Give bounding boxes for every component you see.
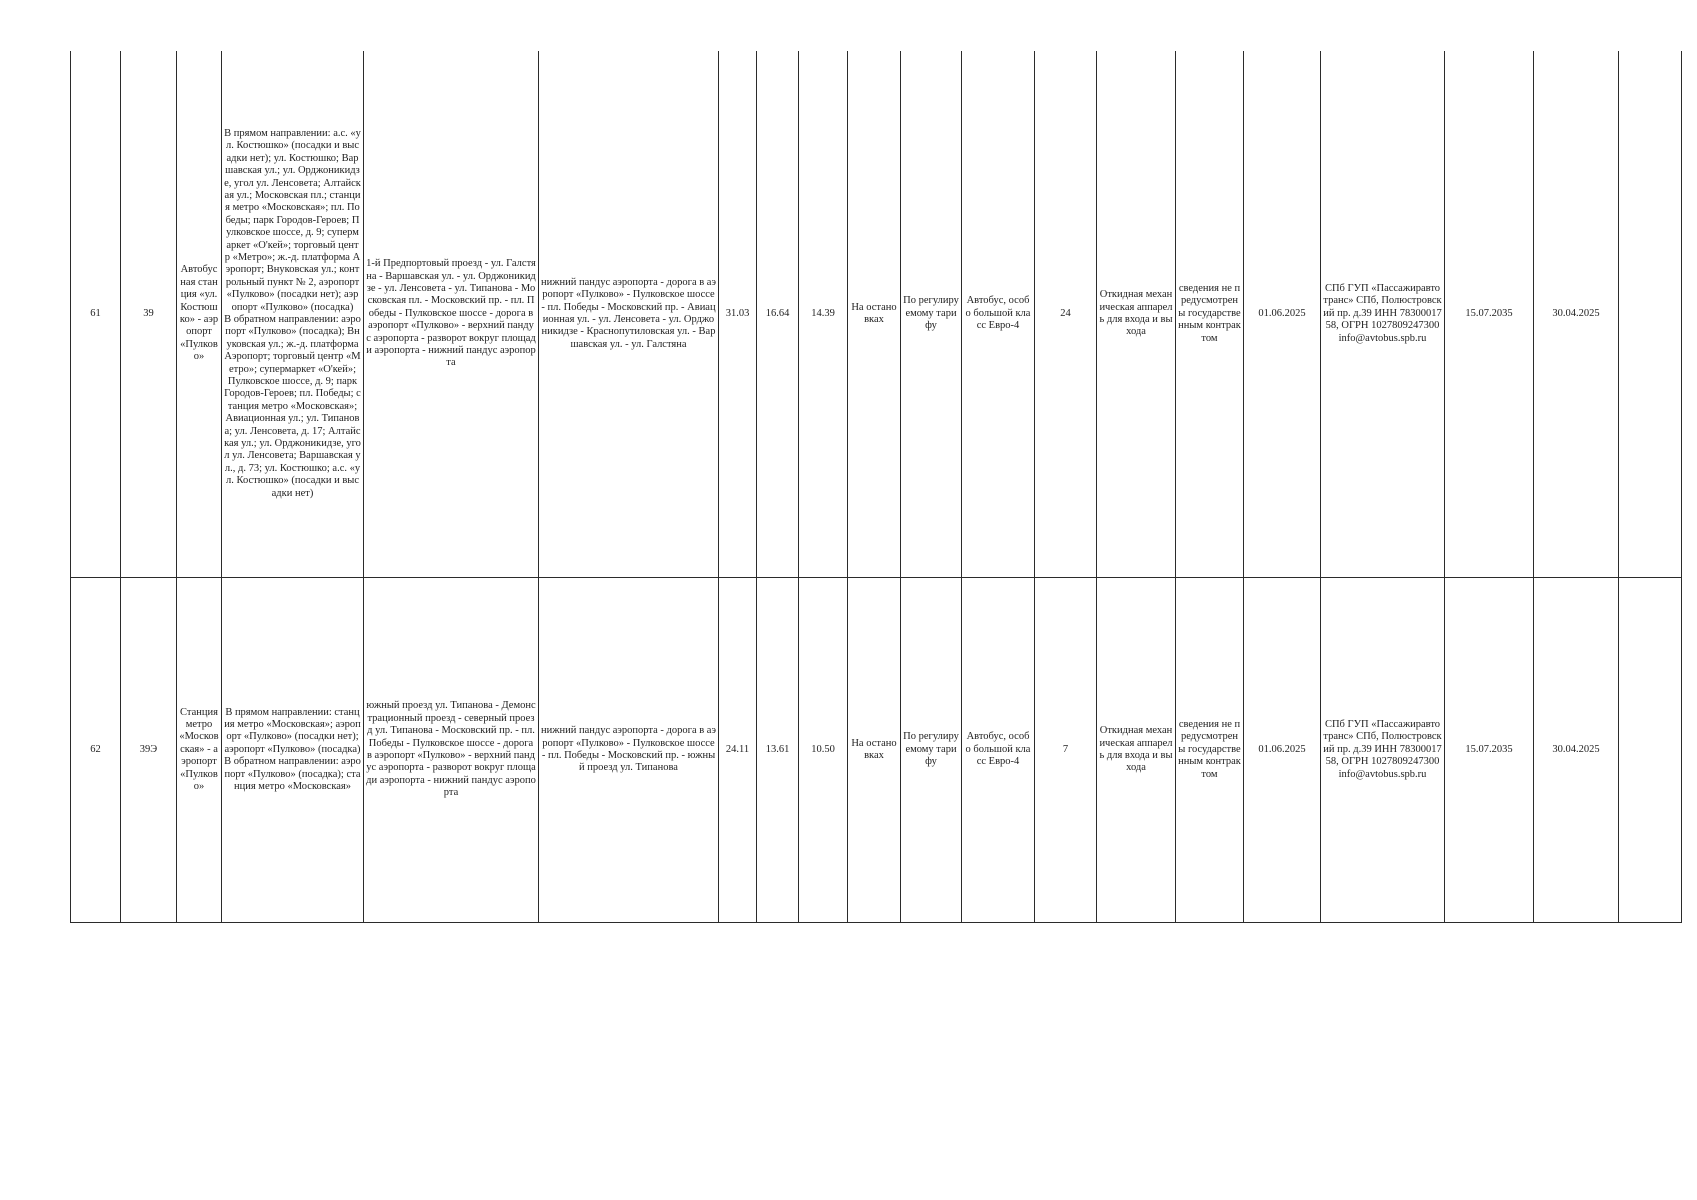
extra-cell [1619,578,1682,923]
stop-order: На остановках [848,51,901,578]
start-date: 01.06.2025 [1244,51,1321,578]
decision-date: 30.04.2025 [1534,51,1619,578]
route-name: Станция метро «Московская» - аэропорт «Пулково» [177,578,222,923]
length-forward: 24.11 [719,578,757,923]
vehicle-equipment: Откидная механическая аппарель для входа и выхода [1097,578,1176,923]
route-number: 39Э [121,578,177,923]
vehicle-count: 24 [1035,51,1097,578]
vehicle-class: Автобус, особо большой класс Евро-4 [962,578,1035,923]
table-row [71,51,1682,578]
length-forward: 31.03 [719,51,757,578]
stop-order: На остановках [848,578,901,923]
backward-streets: нижний пандус аэропорта - дорога в аэропорт «Пулково» - Пулковское шоссе - пл. Победы - Московский пр. - Авиационная ул. - ул. Ленсовета - ул. Орджоникидзе - Краснопутиловская ул. - Варшавская ул. - ул. Галстяна [539,51,719,578]
valid-until-date: 15.07.2035 [1445,51,1534,578]
row-number: 62 [71,578,121,923]
length-total: 14.39 [799,51,848,578]
route-name: Автобусная станция «ул. Костюшко» - аэропорт «Пулково» [177,51,222,578]
length-backward: 16.64 [757,51,799,578]
valid-until-date: 15.07.2035 [1445,578,1534,923]
vehicle-class: Автобус, особо большой класс Евро-4 [962,51,1035,578]
vehicle-equipment: Откидная механическая аппарель для входа и выхода [1097,51,1176,578]
routes-table [70,51,1682,923]
route-number: 39 [121,51,177,578]
table-row [71,578,1682,923]
carrier-info: СПб ГУП «Пассажиравтотранс» СПб, Полюстровский пр. д.39 ИНН 7830001758, ОГРН 1027809247300 info@avtobus.spb.ru [1321,578,1445,923]
forward-streets: 1-й Предпортовый проезд - ул. Галстяна - Варшавская ул. - ул. Орджоникидзе - ул. Ленсовета - ул. Типанова - Московская пл. - Московский пр. - пл. Победы - Пулковское шоссе - дорога в аэропорт «Пулково» - верхний пандус аэропорта - разворот вокруг площади аэропорта - нижний пандус аэропорта [364,51,539,578]
length-total: 10.50 [799,578,848,923]
vehicle-count: 7 [1035,578,1097,923]
start-date: 01.06.2025 [1244,578,1321,923]
decision-date: 30.04.2025 [1534,578,1619,923]
stops-list: В прямом направлении: станция метро «Московская»; аэропорт «Пулково» (посадки нет); аэропорт «Пулково» (посадка) В обратном направлении: аэропорт «Пулково» (посадка); станция метро «Московская» [222,578,364,923]
contract-info: сведения не предусмотрены государственным контрактом [1176,578,1244,923]
extra-cell [1619,51,1682,578]
tariff-type: По регулируемому тарифу [901,51,962,578]
forward-streets: южный проезд ул. Типанова - Демонстрационный проезд - северный проезд ул. Типанова - Московский пр. - пл. Победы - Пулковское шоссе - дорога в аэропорт «Пулково» - верхний пандус аэропорта - разворот вокруг площади аэропорта - нижний пандус аэропорта [364,578,539,923]
row-number: 61 [71,51,121,578]
contract-info: сведения не предусмотрены государственным контрактом [1176,51,1244,578]
tariff-type: По регулируемому тарифу [901,578,962,923]
backward-streets: нижний пандус аэропорта - дорога в аэропорт «Пулково» - Пулковское шоссе - пл. Победы - Московский пр. - южный проезд ул. Типанова [539,578,719,923]
stops-list: В прямом направлении: а.с. «ул. Костюшко» (посадки и высадки нет); ул. Костюшко; Варшавская ул.; ул. Орджоникидзе, угол ул. Ленсовета; Алтайская ул.; Московская пл.; станция метро «Московская»; пл. Победы; парк Городов-Героев; Пулковское шоссе, д. 9; супермаркет «О'кей»; торговый центр «Метро»; ж.-д. платформа Аэропорт; Внуковская ул.; контрольный пункт № 2, аэропорт «Пулково» (посадки нет); аэропорт «Пулково» (посадка) В обратном направлении: аэропорт «Пулково» (посадка); Внуковская ул.; ж.-д. платформа Аэропорт; торговый центр «Метро»; супермаркет «О'кей»; Пулковское шоссе, д. 9; парк Городов-Героев; пл. Победы; станция метро «Московская»; Авиационная ул.; ул. Типанова; ул. Ленсовета, д. 17; Алтайская ул.; ул. Орджоникидзе, угол ул. Ленсовета; Варшавская ул., д. 73; ул. Костюшко; а.с. «ул. Костюшко» (посадки и высадки нет) [222,51,364,578]
carrier-info: СПб ГУП «Пассажиравтотранс» СПб, Полюстровский пр. д.39 ИНН 7830001758, ОГРН 1027809247300 info@avtobus.spb.ru [1321,51,1445,578]
length-backward: 13.61 [757,578,799,923]
